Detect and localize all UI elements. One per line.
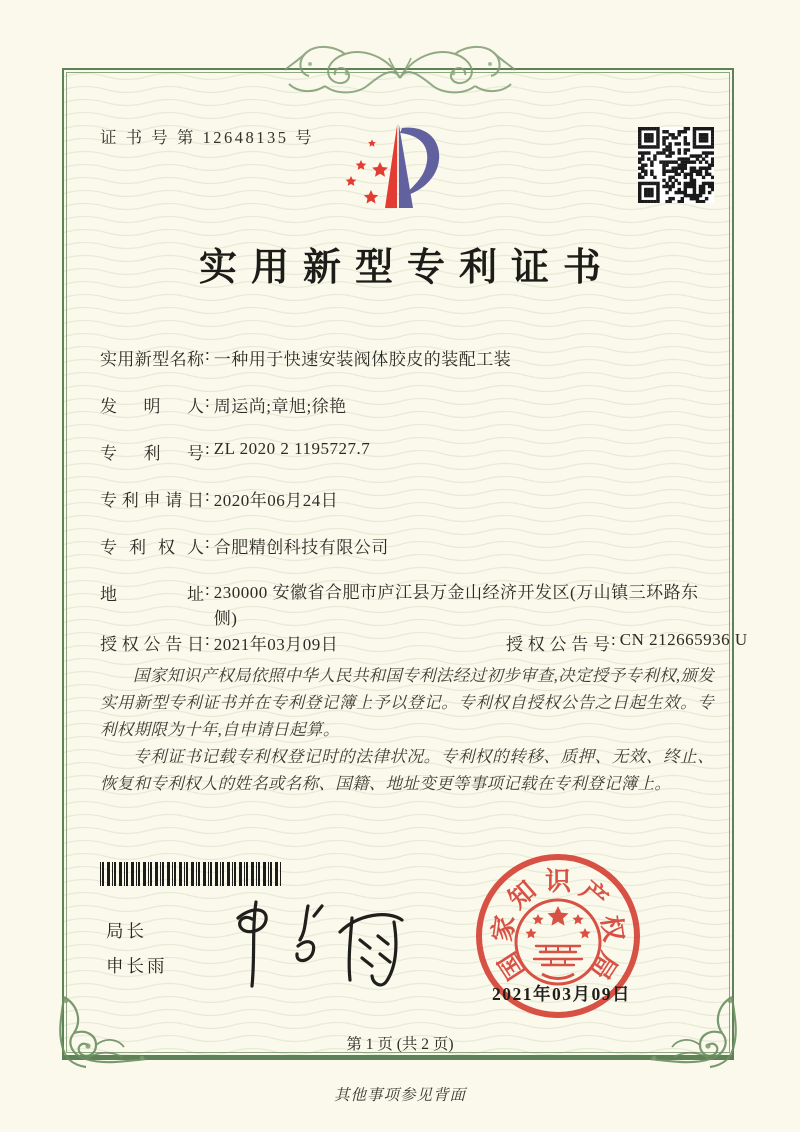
barcode-bar	[119, 862, 122, 886]
barcode-bar	[160, 862, 161, 886]
certificate-number: 证 书 号 第 12648135 号	[100, 128, 315, 147]
national-emblem	[516, 900, 600, 984]
director-name-label: 申长雨	[106, 956, 168, 976]
page-number: 第 1 页 (共 2 页)	[346, 1036, 454, 1053]
seal-date: 2021年03月09日	[492, 984, 631, 1004]
svg-text:国: 国	[493, 946, 532, 985]
barcode-bar	[215, 862, 218, 886]
barcode-bar	[126, 862, 128, 886]
field-row-grant	[100, 630, 748, 655]
barcode-bar	[114, 862, 116, 886]
svg-text:权: 权	[595, 913, 629, 944]
barcode-bar	[246, 862, 248, 886]
field-row-patentee	[100, 533, 389, 558]
svg-text:知: 知	[502, 875, 542, 915]
field-row-filing-date	[100, 486, 338, 511]
barcode-bar	[179, 862, 182, 886]
barcode-bar	[234, 862, 236, 886]
field-row-inventors	[100, 392, 347, 417]
field-colon: :	[205, 392, 210, 411]
field-colon: :	[205, 439, 210, 458]
barcode-bar	[244, 862, 245, 886]
barcode-bar	[256, 862, 257, 886]
back-note: 其他事项参见背面	[333, 1087, 466, 1104]
seal-ring-text	[488, 867, 628, 984]
barcode-bar	[222, 862, 224, 886]
barcode-bar	[196, 862, 197, 886]
barcode-bar	[155, 862, 158, 886]
barcode-bar	[100, 862, 101, 886]
barcode-bar	[186, 862, 188, 886]
barcode-bar	[174, 862, 176, 886]
barcode-bar	[263, 862, 266, 886]
legal-paragraph-2: 专利证书记载专利权登记时的法律状况。专利权的转移、质押、无效、终止、恢复和专利权人的姓名或名称、国籍、地址变更等事项记载在专利登记簿上。	[100, 747, 714, 793]
barcode-bar	[220, 862, 221, 886]
field-row-name	[100, 345, 511, 370]
barcode-bar	[124, 862, 125, 886]
barcode-bar	[162, 862, 164, 886]
barcode-bar	[167, 862, 170, 886]
legal-paragraph-1: 国家知识产权局依照中华人民共和国专利法经过初步审查,决定授予专利权,颁发实用新型专利证书并在专利登记簿上予以登记。专利权自授权公告之日起生效。专利权期限为十年,自申请日起算。	[100, 666, 714, 739]
barcode-bar	[148, 862, 149, 886]
field-value: 周运尚;章旭;徐艳	[213, 397, 347, 416]
cnipa-logo	[336, 116, 442, 216]
logo-cone-left	[385, 124, 397, 208]
field-value: CN 212665936 U	[619, 630, 748, 649]
barcode-bar	[258, 862, 260, 886]
grant-number-pair	[506, 630, 748, 655]
field-colon: :	[205, 486, 210, 505]
field-label: 实用新型名称	[100, 350, 204, 369]
barcode-bar	[203, 862, 206, 886]
svg-text:局: 局	[584, 946, 623, 985]
barcode-bar	[150, 862, 152, 886]
barcode-bar	[107, 862, 110, 886]
field-value: 230000 安徽省合肥市庐江县万金山经济开发区(万山镇三环路东侧)	[213, 583, 699, 628]
field-value: 2020年06月24日	[213, 491, 339, 510]
field-label: 授权公告号	[506, 635, 610, 654]
field-colon: :	[205, 533, 210, 552]
logo-stars	[346, 139, 388, 203]
field-row-address	[100, 580, 700, 632]
barcode-bar	[268, 862, 269, 886]
field-label: 专利申请日	[100, 491, 204, 510]
barcode-bar	[232, 862, 233, 886]
barcode-bar	[112, 862, 113, 886]
barcode	[100, 862, 282, 886]
svg-text:识: 识	[544, 867, 572, 896]
barcode-bar	[172, 862, 173, 886]
barcode-bar	[143, 862, 146, 886]
barcode-bar	[280, 862, 281, 886]
barcode-bar	[138, 862, 140, 886]
director-signature	[222, 888, 412, 994]
barcode-bar	[191, 862, 194, 886]
director-title-label: 局长	[106, 921, 147, 941]
field-value: 合肥精创科技有限公司	[213, 538, 389, 557]
barcode-bar	[251, 862, 254, 886]
barcode-bar	[239, 862, 242, 886]
field-label: 专利权人	[100, 538, 204, 557]
field-label: 专利号	[100, 444, 204, 463]
field-row-patent-number	[100, 439, 370, 464]
field-colon: :	[611, 630, 616, 649]
barcode-bar	[131, 862, 134, 886]
field-label: 发明人	[100, 397, 204, 416]
barcode-bar	[208, 862, 209, 886]
field-value: 一种用于快速安装阀体胶皮的装配工装	[213, 350, 512, 369]
barcode-bar	[227, 862, 230, 886]
field-value: 2021年03月09日	[213, 635, 339, 654]
svg-text:家: 家	[487, 913, 521, 944]
field-colon: :	[205, 345, 210, 364]
barcode-bar	[270, 862, 272, 886]
field-value: ZL 2020 2 1195727.7	[213, 439, 371, 458]
barcode-bar	[184, 862, 185, 886]
barcode-bar	[198, 862, 200, 886]
certificate-title: 实用新型专利证书	[198, 247, 615, 289]
barcode-bar	[136, 862, 137, 886]
field-label: 地址	[100, 585, 204, 604]
svg-text:产: 产	[574, 875, 614, 915]
barcode-bar	[102, 862, 104, 886]
qr-code	[638, 127, 714, 203]
barcode-bar	[210, 862, 212, 886]
legal-text-block	[100, 662, 714, 797]
field-label: 授权公告日	[100, 635, 204, 654]
field-colon: :	[205, 580, 210, 599]
barcode-bar	[275, 862, 278, 886]
field-colon: :	[205, 630, 210, 649]
